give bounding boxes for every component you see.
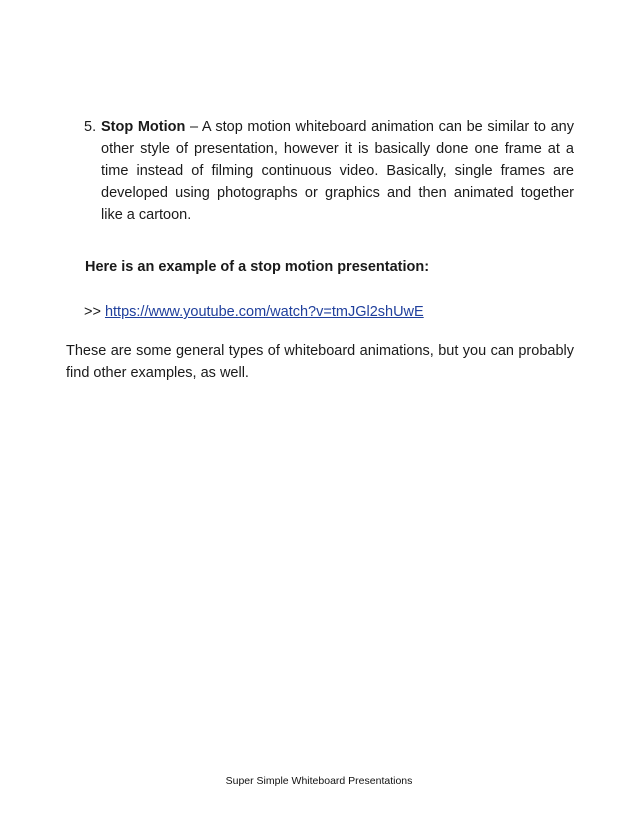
closing-paragraph: These are some general types of whiteboard animations, but you can probably find other examples, as well. [66,343,574,381]
example-link-line [84,301,564,323]
example-heading: Here is an example of a stop motion presentation: [85,259,430,275]
page-footer: Super Simple Whiteboard Presentations [225,775,413,787]
list-item-number: 5. [84,119,97,135]
youtube-link[interactable]: https://www.youtube.com/watch?v=tmJGl2shUwE [104,304,424,320]
list-item-title: Stop Motion [101,119,186,135]
list-item-stop-motion [84,116,574,226]
list-item-text: – A stop motion whiteboard animation can be similar to any other style of presentation, however it is basically done one frame at a time instead of filming continuous video. Basically, single frames are developed using photographs or graphics and then animated together like a cartoon. [101,119,574,223]
list-item-body [101,116,574,226]
link-prefix: >> [84,304,105,320]
